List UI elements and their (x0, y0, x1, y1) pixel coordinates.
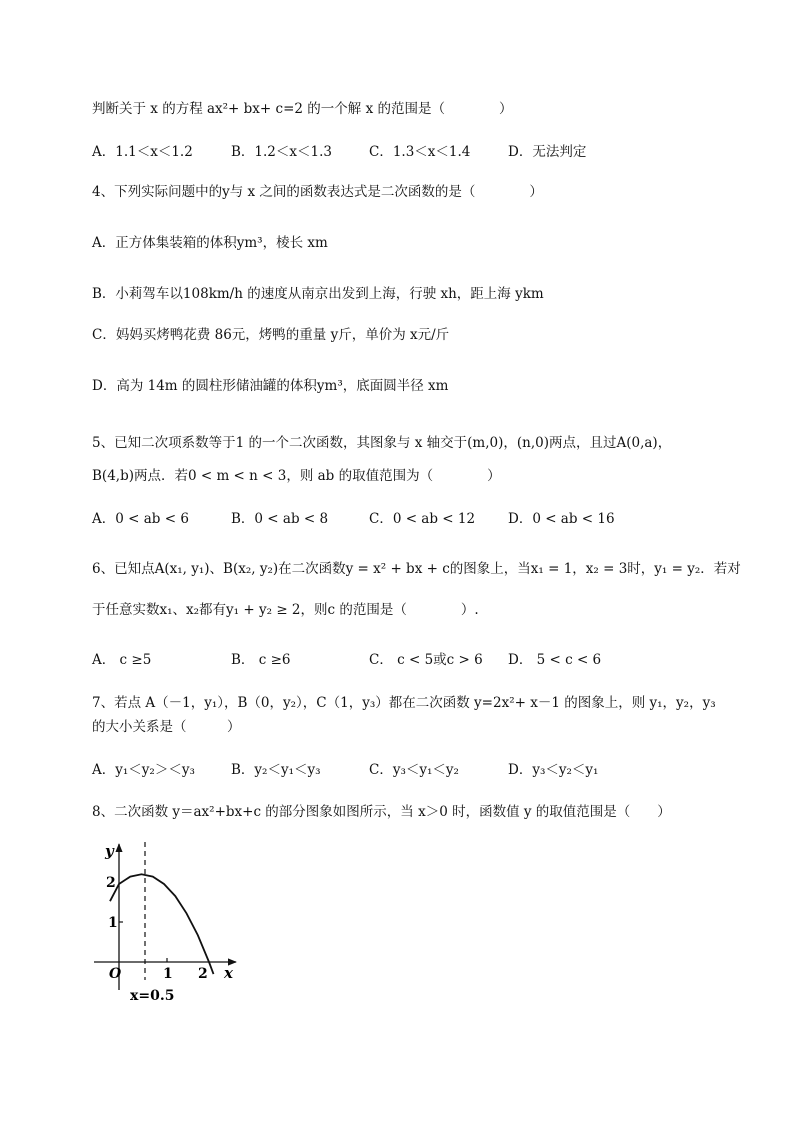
q5-option-d: D．0 < ab < 16 (508, 511, 615, 527)
q5-option-b: B．0 < ab < 8 (231, 511, 329, 527)
q6-stem-line1: 6、已知点A(x₁, y₁)、B(x₂, y₂)在二次函数y = x² + bx + c的图象上，当x₁ = 1，x₂ = 3时，y₁ = y₂．若对 (92, 561, 741, 577)
q7-option-c: C．y₃＜y₁＜y₂ (369, 762, 459, 778)
q7-option-b: B．y₂＜y₁＜y₃ (231, 762, 321, 778)
q6-option-a: A． c ≥5 (92, 652, 152, 668)
q5-option-c: C．0 < ab < 12 (369, 511, 476, 527)
parabola-curve (110, 874, 214, 974)
x-tick-label-1: 1 (163, 966, 173, 982)
q6-stem-line2: 于任意实数x₁、x₂都有y₁ + y₂ ≥ 2，则c 的范围是（ ）. (92, 602, 479, 618)
q3-option-a: A．1.1＜x＜1.2 (92, 144, 193, 160)
q5-stem-line1: 5、已知二次项系数等于1 的一个二次函数，其图象与 x 轴交于(m,0)，(n,0)两点，且过A(0,a)， (92, 435, 672, 451)
q4-option-d: D．高为 14m 的圆柱形储油罐的体积ym³，底面圆半径 xm (92, 378, 449, 394)
q8-stem: 8、二次函数 y＝ax²+bx+c 的部分图象如图所示，当 x＞0 时，函数值 y 的取值范围是（ ） (92, 804, 671, 820)
q4-option-c: C．妈妈买烤鸭花费 86元，烤鸭的重量 y斤，单价为 x元/斤 (92, 327, 450, 343)
q5-option-a: A．0 < ab < 6 (92, 511, 189, 527)
q3-option-c: C．1.3＜x＜1.4 (369, 144, 471, 160)
q5-stem-line2: B(4,b)两点．若0 < m < n < 3，则 ab 的取值范围为（ ） (92, 468, 501, 484)
y-tick-label-2: 2 (106, 875, 116, 891)
q3-option-d: D．无法判定 (508, 144, 587, 160)
q7-option-d: D．y₃＜y₂＜y₁ (508, 762, 599, 778)
q8-parabola-graph (90, 838, 250, 1008)
q6-option-c: C． c < 5或c > 6 (369, 652, 483, 668)
q3-stem: 判断关于 x 的方程 ax²+ bx+ c=2 的一个解 x 的范围是（ ） (92, 101, 513, 117)
y-axis-label: y (105, 842, 114, 860)
origin-label: O (109, 966, 122, 982)
q4-option-a: A．正方体集装箱的体积ym³，棱长 xm (92, 235, 328, 251)
q6-option-b: B． c ≥6 (231, 652, 291, 668)
q7-option-a: A．y₁＜y₂＞＜y₃ (92, 762, 195, 778)
x-tick-label-2: 2 (198, 966, 208, 982)
q4-stem: 4、下列实际问题中的y与 x 之间的函数表达式是二次函数的是（ ） (92, 184, 543, 200)
q6-option-d: D． 5 < c < 6 (508, 652, 602, 668)
symmetry-axis-label: x=0.5 (130, 988, 175, 1004)
q4-option-b: B．小莉驾车以108km/h 的速度从南京出发到上海，行驶 xh，距上海 ykm (92, 286, 544, 302)
q3-option-b: B．1.2＜x＜1.3 (231, 144, 332, 160)
q7-stem-line2: 的大小关系是（ ） (92, 719, 241, 735)
q7-stem-line1: 7、若点 A（－1，y₁），B（0，y₂），C（1，y₃）都在二次函数 y=2x²+ x－1 的图象上，则 y₁，y₂，y₃ (92, 695, 716, 711)
x-axis-label: x (224, 964, 233, 982)
y-tick-label-1: 1 (108, 915, 118, 931)
